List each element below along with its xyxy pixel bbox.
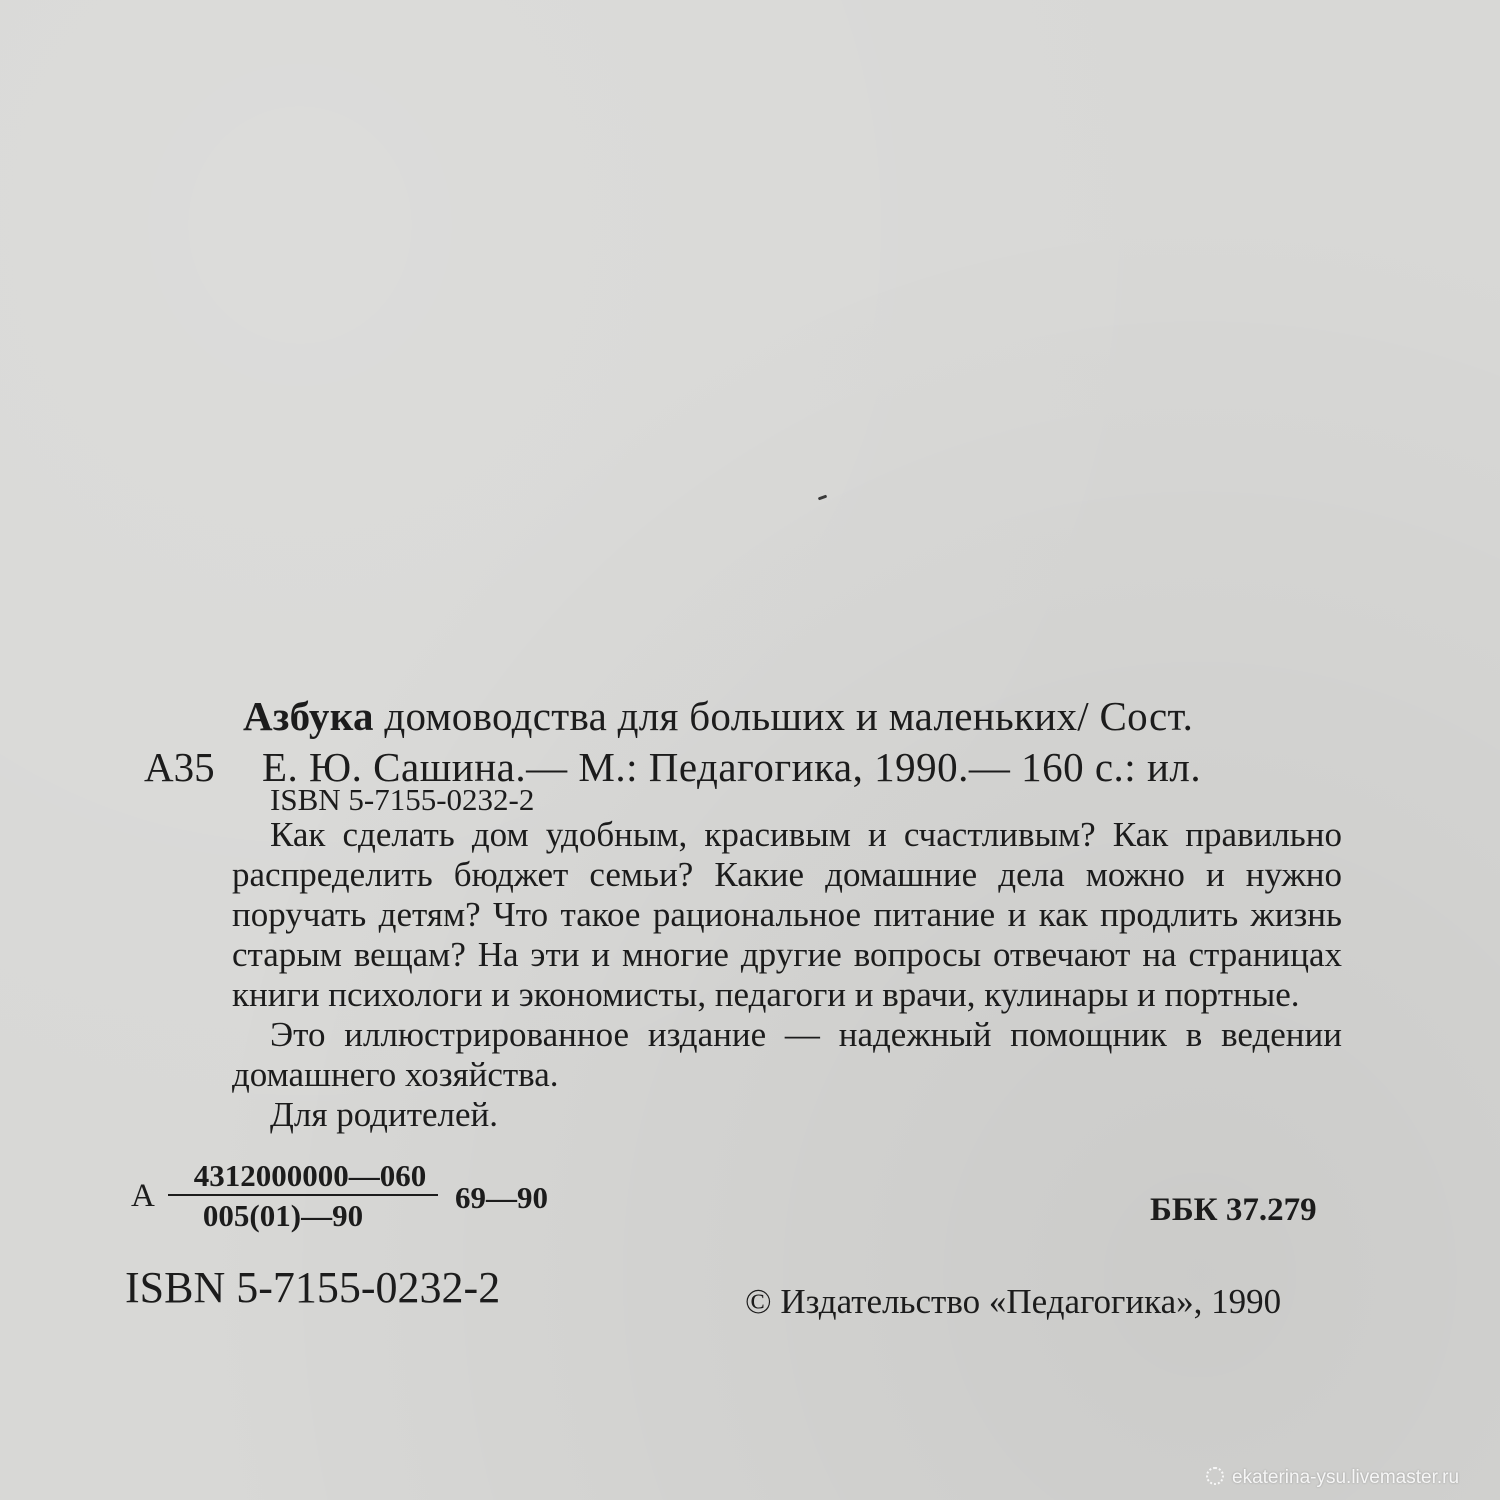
fraction-tail: 69—90 bbox=[455, 1180, 548, 1215]
fraction-denominator: 005(01)—90 bbox=[202, 1198, 364, 1233]
audience-note: Для родителей. bbox=[270, 1095, 499, 1134]
watermark bbox=[1206, 1467, 1459, 1489]
bbk-code: ББК 37.279 bbox=[1150, 1192, 1317, 1228]
annotation-paragraph-1: Как сделать дом удобным, красивым и счастливым? Как правильно распределить бюджет семьи? Какие домашние дела можно и нужно поручать детям? Что такое рациональное питание и как продлить жизнь старым вещам? На эти и многие другие вопросы отвечают на страницах книги психологи и экономисты, педагоги и врачи, кулинары и портные. bbox=[232, 815, 1342, 1014]
record-imprint-line: Е. Ю. Сашина.— М.: Педагогика, 1990.— 160 с.: ил. bbox=[262, 744, 1202, 790]
flower-icon bbox=[1206, 1467, 1224, 1485]
record-title-line bbox=[243, 692, 1193, 740]
annotation bbox=[232, 815, 1342, 1135]
publication-index-fraction bbox=[168, 1158, 438, 1234]
fraction-numerator: 4312000000—060 bbox=[193, 1158, 427, 1193]
copyright-notice: © Издательство «Педагогика», 1990 bbox=[745, 1282, 1282, 1321]
catalog-code: А35 bbox=[144, 744, 215, 790]
record-title-bold: Азбука bbox=[243, 693, 374, 739]
record-title-rest: домоводства для больших и маленьких/ Сост. bbox=[373, 693, 1194, 739]
isbn-small: ISBN 5-7155-0232-2 bbox=[270, 782, 535, 817]
annotation-paragraph-2: Это иллюстрированное издание — надежный помощник в ведении домашнего хозяйства. bbox=[232, 1015, 1342, 1094]
fraction-letter: А bbox=[131, 1178, 155, 1214]
watermark-text: ekaterina-ysu.livemaster.ru bbox=[1232, 1467, 1460, 1488]
ink-speck bbox=[818, 495, 827, 501]
isbn-large: ISBN 5-7155-0232-2 bbox=[125, 1263, 501, 1312]
fraction-bar bbox=[168, 1194, 438, 1196]
